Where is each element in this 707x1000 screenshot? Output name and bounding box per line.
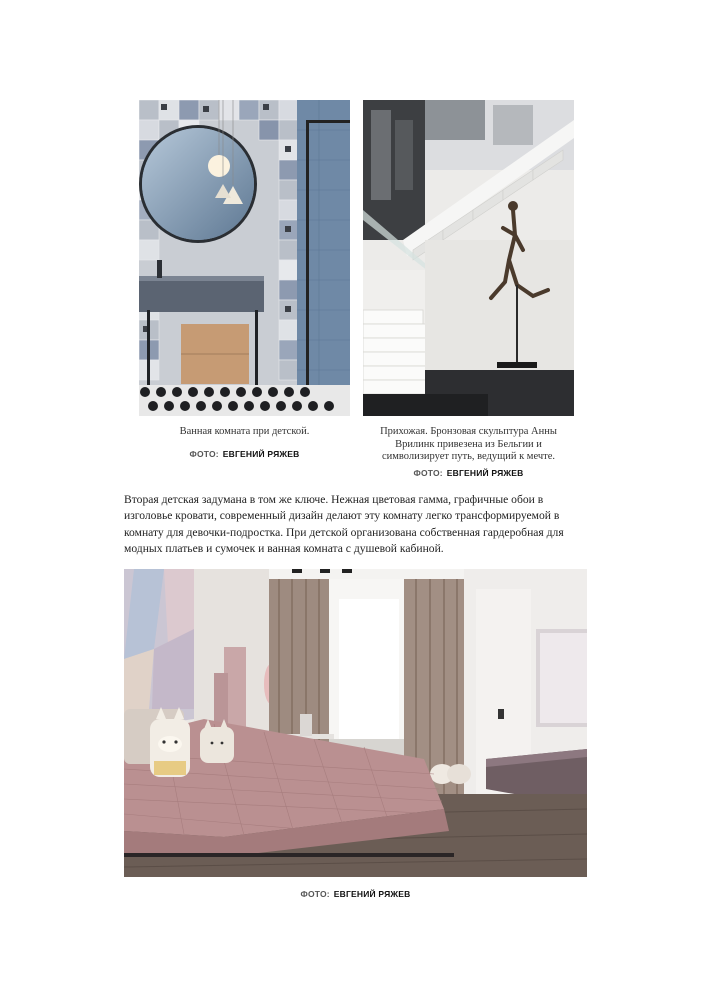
- bedroom-photo-credit: [124, 889, 587, 899]
- credit-name: ЕВГЕНИЙ РЯЖЕВ: [222, 449, 300, 459]
- bathroom-photo-credit: [139, 449, 350, 459]
- bathroom-photo: [139, 100, 350, 416]
- bedroom-photo: [124, 569, 587, 877]
- credit-label: ФОТО:: [300, 889, 330, 899]
- credit-name: ЕВГЕНИЙ РЯЖЕВ: [333, 889, 411, 899]
- bathroom-caption: Ванная комната при детской.: [179, 426, 310, 437]
- credit-name: ЕВГЕНИЙ РЯЖЕВ: [446, 468, 524, 478]
- hallway-photo-credit: [363, 468, 574, 478]
- article-paragraph: Вторая детская задумана в том же ключе. Нежная цветовая гамма, графичные обои в изголовье кровати, современный дизайн делают эту комнату легко трансформируемой в комнату для девочки-подростка. При детской организована собственная гардеробная для модных платьев и сумочек и ванная комната с душевой кабиной.: [124, 493, 564, 555]
- credit-label: ФОТО:: [413, 468, 443, 478]
- credit-label: ФОТО:: [189, 449, 219, 459]
- hallway-photo: [363, 100, 574, 416]
- hallway-caption: Прихожая. Бронзовая скульптура Анны Врилинк привезена из Бельгии и символизирует путь, ведущий к мечте.: [380, 426, 557, 462]
